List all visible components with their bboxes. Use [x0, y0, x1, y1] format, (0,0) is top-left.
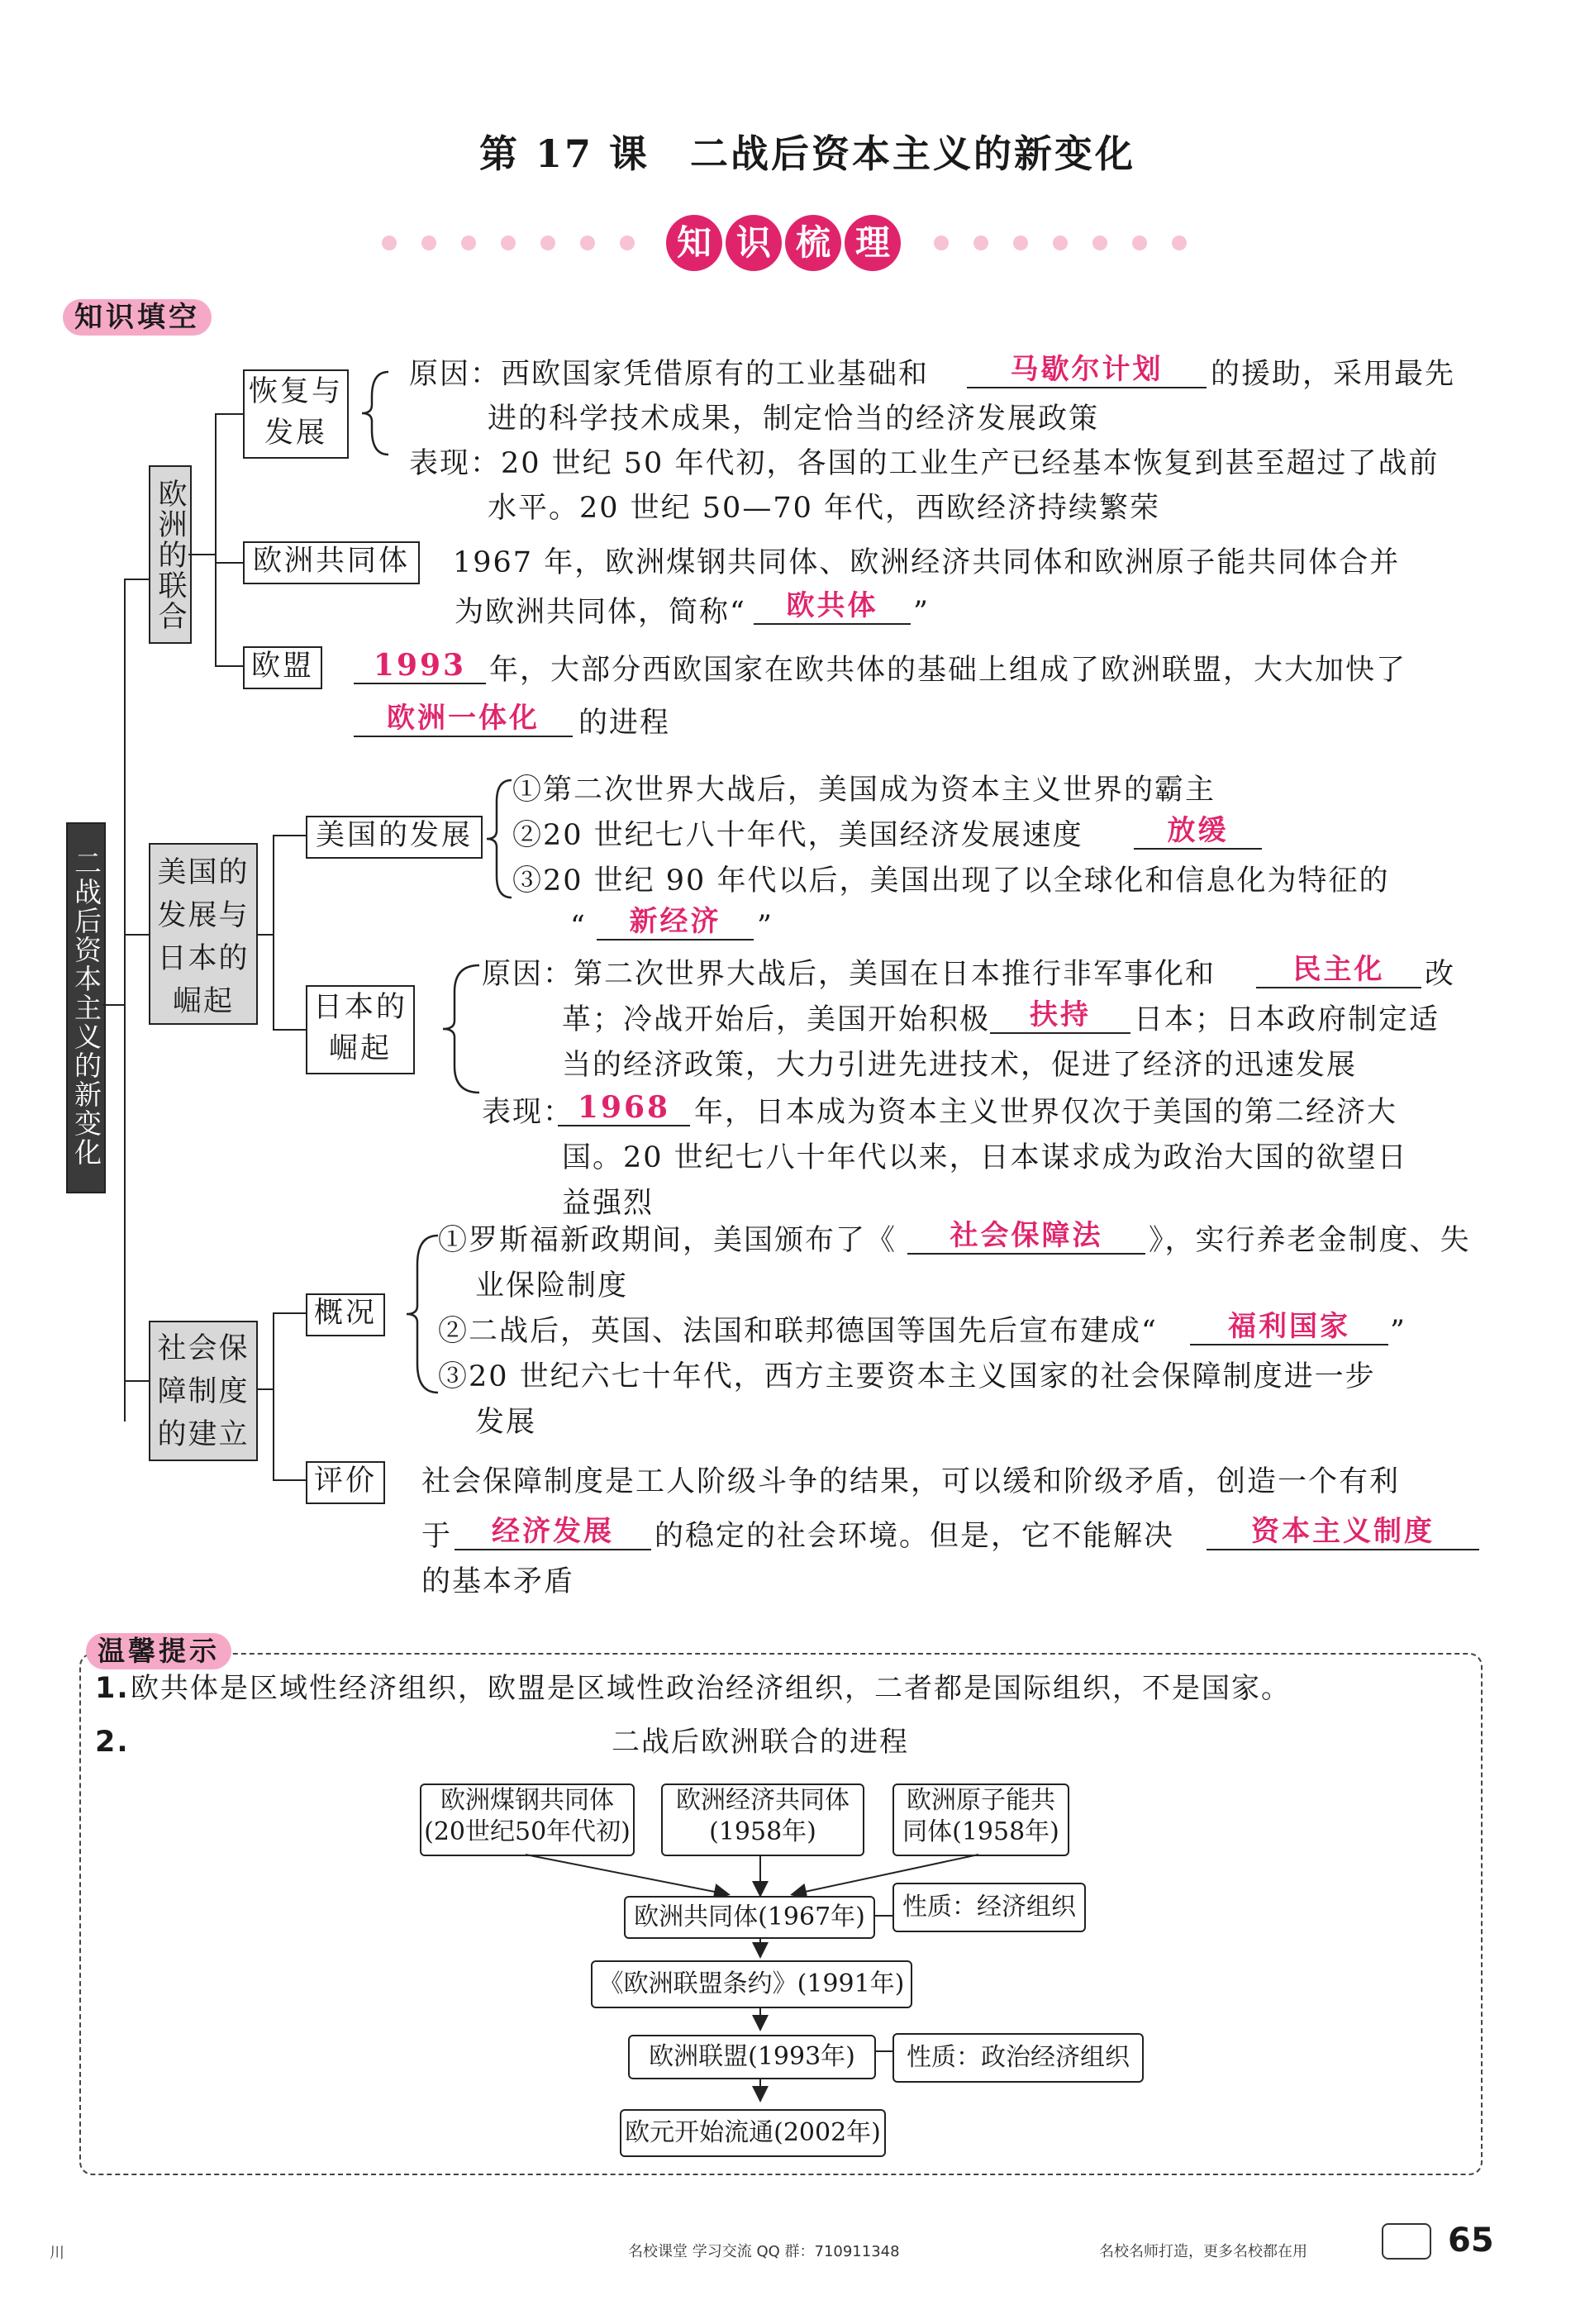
page-title: 第 17 课 二战后资本主义的新变化 — [479, 131, 1136, 176]
answer-japan-year: 1968 — [558, 1090, 690, 1126]
banner-char-1: 知 — [666, 215, 722, 271]
tip-num-1: 1. — [95, 1672, 130, 1705]
brace-recovery — [347, 364, 397, 463]
recovery-perf-2: 水平。20 世纪 50—70 年代，西欧经济持续繁荣 — [488, 492, 1160, 525]
eval-3: 的基本矛盾 — [421, 1565, 575, 1598]
connector — [124, 579, 149, 580]
brace-us — [483, 769, 516, 909]
japan-cause-3: 当的经济政策，大力引进先进技术，促进了经济的迅速发展 — [562, 1049, 1358, 1082]
connector — [273, 1312, 306, 1314]
recovery-cause-3: 进的科学技术成果，制定恰当的经济发展政策 — [488, 402, 1100, 436]
japan-perf-1b: 年，日本成为资本主义世界仅次于美国的第二经济大 — [694, 1096, 1398, 1129]
label-japan-rise: 日本的崛起 — [306, 985, 415, 1074]
connector — [273, 1029, 306, 1031]
eval-1: 社会保障制度是工人阶级斗争的结果，可以缓和阶级矛盾，创造一个有利 — [421, 1465, 1401, 1498]
root-label: 二战后资本主义的新变化 — [66, 822, 106, 1193]
flow-euro: 欧元开始流通(2002年) — [620, 2109, 886, 2157]
eval-2b: 的稳定的社会环境。但是，它不能解决 — [654, 1520, 1175, 1553]
label-recovery: 恢复与发展 — [243, 369, 349, 459]
overview-2b: ” — [1390, 1315, 1407, 1348]
label-us-development: 美国的发展 — [306, 816, 483, 859]
us-item-2: ②20 世纪七八十年代，美国经济发展速度 — [512, 819, 1083, 852]
answer-new-economy: 新经济 — [597, 904, 754, 941]
flow-ecsc: 欧洲煤钢共同体 (20世纪50年代初) — [420, 1783, 635, 1856]
us-item-3-q1: “ — [570, 910, 587, 943]
logo-icon — [1382, 2223, 1431, 2260]
flow-eu: 欧洲联盟(1993年) — [628, 2035, 876, 2079]
japan-cause-2b: 日本；日本政府制定适 — [1134, 1003, 1440, 1036]
japan-perf-3: 益强烈 — [562, 1187, 654, 1220]
answer-capitalist-system: 资本主义制度 — [1207, 1514, 1479, 1550]
japan-cause-2: 革；冷战开始后，美国开始积极 — [562, 1003, 991, 1036]
footer-region: 川 — [50, 2245, 64, 2262]
answer-democratization: 民主化 — [1256, 952, 1421, 988]
page-number: 65 — [1448, 2222, 1494, 2260]
connector — [215, 665, 243, 667]
overview-3b: 发展 — [475, 1406, 537, 1439]
recovery-cause-1: 原因：西欧国家凭借原有的工业基础和 — [409, 358, 930, 391]
overview-2: ②二战后，英国、法国和联邦德国等国先后宣布建成“ — [438, 1315, 1158, 1348]
connector — [102, 1004, 124, 1006]
tip-label: 温馨提示 — [86, 1633, 231, 1669]
connector — [215, 562, 243, 564]
connector — [273, 1479, 306, 1481]
us-item-3-q2: ” — [757, 910, 773, 943]
flow-ec: 欧洲共同体(1967年) — [624, 1896, 875, 1939]
banner-char-4: 理 — [845, 215, 901, 271]
flow-ec-nature: 性质：经济组织 — [892, 1883, 1086, 1932]
europe-bracket — [215, 413, 217, 665]
group-us-japan: 美国的发展与日本的崛起 — [149, 843, 258, 1025]
connector — [273, 835, 306, 836]
ec-text-1: 1967 年，欧洲煤钢共同体、欧洲经济共同体和欧洲原子能共同体合并 — [453, 546, 1401, 579]
group-europe-union: 欧洲的联合 — [149, 465, 192, 644]
tip-text-1: 欧共体是区域性经济组织，欧盟是区域性政治经济组织，二者都是国际组织，不是国家。 — [131, 1672, 1291, 1705]
label-overview: 概况 — [306, 1293, 385, 1336]
answer-ec-abbr: 欧共体 — [754, 588, 911, 625]
usjp-bracket — [273, 835, 274, 1029]
flow-maastricht: 《欧洲联盟条约》(1991年) — [591, 1960, 912, 2008]
eu-text-2: 的进程 — [578, 707, 671, 740]
brace-japan — [421, 950, 488, 1107]
overview-1b: 》，实行养老金制度、失 — [1149, 1224, 1471, 1257]
overview-3: ③20 世纪六七十年代，西方主要资本主义国家的社会保障制度进一步 — [438, 1360, 1376, 1393]
ec-text-3: ” — [913, 596, 930, 629]
japan-perf-1: 表现： — [482, 1096, 574, 1129]
answer-social-security-act: 社会保障法 — [907, 1218, 1145, 1255]
recovery-perf-1: 表现：20 世纪 50 年代初，各国的工业生产已经基本恢复到甚至超过了战前 — [409, 447, 1440, 480]
answer-marshall-plan: 马歇尔计划 — [967, 352, 1207, 388]
answer-support: 扶持 — [990, 998, 1130, 1034]
answer-eu-integration: 欧洲一体化 — [354, 701, 573, 737]
connector — [124, 1380, 149, 1382]
answer-eu-year: 1993 — [354, 648, 486, 684]
flow-eu-nature: 性质：政治经济组织 — [892, 2033, 1144, 2083]
recovery-cause-2: 的援助，采用最先 — [1211, 358, 1456, 391]
us-item-1: ①第二次世界大战后，美国成为资本主义世界的霸主 — [512, 774, 1216, 807]
us-item-3: ③20 世纪 90 年代以后，美国出现了以全球化和信息化为特征的 — [512, 864, 1390, 898]
connector — [258, 1388, 273, 1390]
footer-slogan: 名校名师打造，更多名校都在用 — [1099, 2243, 1307, 2260]
flow-title: 二战后欧洲联合的进程 — [612, 1726, 909, 1759]
social-bracket — [273, 1312, 274, 1479]
connector — [124, 934, 149, 936]
answer-welfare-state: 福利国家 — [1190, 1309, 1388, 1345]
eval-2a: 于 — [421, 1520, 453, 1553]
fill-blank-label: 知识填空 — [63, 299, 212, 336]
ec-text-2: 为欧洲共同体，简称“ — [455, 596, 746, 629]
answer-slowdown: 放缓 — [1134, 813, 1262, 850]
overview-1c: 业保险制度 — [475, 1269, 629, 1302]
label-european-community: 欧洲共同体 — [243, 541, 420, 584]
root-bracket — [124, 579, 126, 1422]
label-eu: 欧盟 — [243, 646, 322, 689]
connector — [258, 934, 273, 936]
connector — [215, 413, 243, 415]
banner-char-2: 识 — [726, 215, 782, 271]
japan-cause-1b: 改 — [1425, 958, 1456, 991]
banner-char-3: 梳 — [785, 215, 841, 271]
overview-1: ①罗斯福新政期间，美国颁布了《 — [438, 1224, 897, 1257]
footer-qq: 名校课堂 学习交流 QQ 群：710911348 — [628, 2243, 900, 2260]
answer-economic-development: 经济发展 — [455, 1514, 651, 1550]
japan-cause-1: 原因：第二次世界大战后，美国在日本推行非军事化和 — [482, 958, 1216, 991]
label-evaluation: 评价 — [306, 1461, 385, 1504]
tip-num-2: 2. — [95, 1726, 130, 1759]
flow-euratom: 欧洲原子能共 同体(1958年) — [892, 1783, 1069, 1856]
japan-perf-2: 国。20 世纪七八十年代以来，日本谋求成为政治大国的欲望日 — [562, 1141, 1408, 1174]
eu-text-1: 年，大部分西欧国家在欧共体的基础上组成了欧洲联盟，大大加快了 — [489, 654, 1407, 687]
group-social-security: 社会保障制度的建立 — [149, 1321, 258, 1461]
connector — [188, 554, 215, 555]
flow-eec: 欧洲经济共同体 (1958年) — [661, 1783, 864, 1856]
